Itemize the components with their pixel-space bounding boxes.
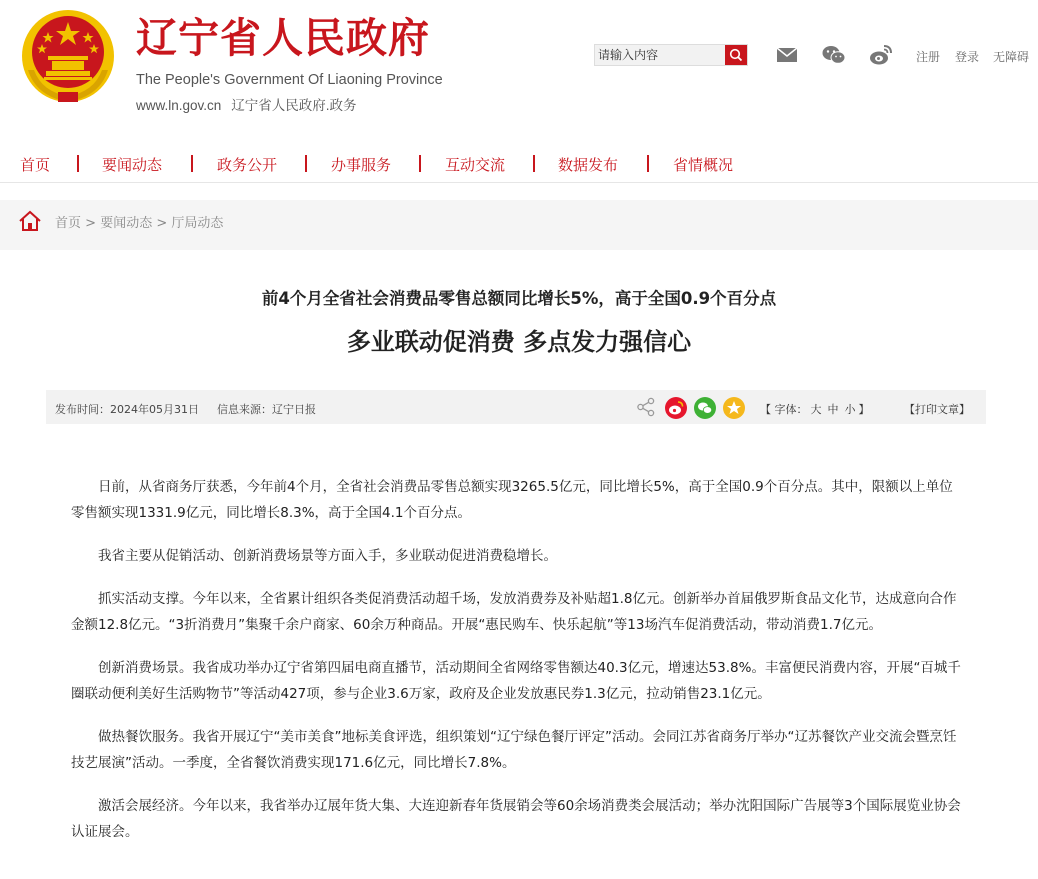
nav-divider [191, 155, 193, 172]
wechat-share-icon[interactable] [694, 397, 716, 419]
site-title-en: The People's Government Of Liaoning Province [136, 72, 443, 88]
font-size-label: 【 字体： [760, 403, 808, 416]
article-paragraph: 抓实活动支撑。今年以来，全省累计组织各类促消费活动超千场，发放消费券及补贴超1.8亿元。创新举办首届俄罗斯食品文化节，达成意向合作金额12.8亿元。“3折消费月”集聚千余户商家、60余万种商品。开展“惠民购车、快乐起航”等13场汽车促消费活动，带动消费1.7亿元。 [71, 591, 957, 633]
search-box [594, 44, 748, 66]
national-emblem-icon[interactable] [18, 8, 118, 108]
font-size-small-button[interactable]: 小 [844, 403, 856, 416]
nav-item-interaction[interactable]: 互动交流 [445, 156, 506, 174]
accessibility-link[interactable]: 无障碍 [993, 50, 1030, 64]
site-url: www.ln.gov.cn [136, 98, 222, 113]
article-paragraph: 做热餐饮服务。我省开展辽宁“美市美食”地标美食评选，组织策划“辽宁绿色餐厅评定”活动。会同江苏省商务厅举办“辽苏餐饮产业交流会暨烹饪技艺展演”活动。一季度，全省餐饮消费实现171.6亿元，同比增长7.8%。 [71, 729, 957, 771]
font-size-medium-button[interactable]: 中 [827, 403, 839, 416]
article-paragraph: 创新消费场景。我省成功举办辽宁省第四届电商直播节，活动期间全省网络零售额达40.3亿元，增速达53.8%。丰富便民消费内容，开展“百城千圈联动便利美好生活购物节”等活动427项，参与企业3.6万家，政府及企业发放惠民券1.3亿元，拉动销售23.1亿元。 [71, 660, 961, 702]
article-paragraph: 激活会展经济。今年以来，我省举办辽展年货大集、大连迎新春年货展销会等60余场消费类会展活动；举办沈阳国际广告展等3个国际展览业协会认证展会。 [71, 798, 961, 840]
article-paragraph: 我省主要从促销活动、创新消费场景等方面入手，多业联动促进消费稳增长。 [98, 548, 557, 564]
site-header [0, 0, 1038, 125]
search-icon [729, 48, 743, 62]
article-subtitle: 前4个月全省社会消费品零售总额同比增长5%，高于全国0.9个百分点 [261, 289, 777, 308]
share-icon[interactable] [636, 397, 656, 417]
publish-date: 发布时间：2024年05月31日 [55, 403, 199, 416]
nav-divider [419, 155, 421, 172]
font-size-large-button[interactable]: 大 [810, 403, 822, 416]
site-title[interactable]: 辽宁省人民政府 [136, 14, 430, 62]
breadcrumb-dept-news[interactable]: 厅局动态 [171, 216, 224, 231]
nav-item-overview[interactable]: 省情概况 [673, 156, 734, 174]
nav-divider [533, 155, 535, 172]
nav-item-gov-open[interactable]: 政务公开 [217, 156, 278, 174]
weibo-icon[interactable] [869, 44, 893, 66]
nav-item-home[interactable]: 首页 [20, 156, 51, 174]
article-title: 多业联动促消费 多点发力强信心 [346, 328, 692, 356]
print-article-button[interactable]: 【打印文章】 [904, 403, 970, 416]
wechat-icon[interactable] [822, 44, 846, 66]
main-nav [0, 146, 1038, 183]
login-link[interactable]: 登录 [955, 50, 980, 64]
article-body [71, 474, 961, 862]
breadcrumb-separator: > [85, 216, 97, 231]
site-url-line [136, 94, 357, 114]
breadcrumb-separator: > [156, 216, 168, 231]
breadcrumb [0, 200, 1038, 250]
font-size-control [760, 401, 870, 417]
article-paragraph: 日前，从省商务厅获悉，今年前4个月，全省社会消费品零售总额实现3265.5亿元，同比增长5%，高于全国0.9个百分点。其中，限额以上单位零售额实现1331.9亿元，同比增长8.3%，高于全国4.1个百分点。 [71, 479, 953, 521]
nav-divider [305, 155, 307, 172]
article-meta [55, 401, 316, 417]
article-meta-bar [46, 390, 986, 424]
weibo-share-icon[interactable] [665, 397, 687, 419]
nav-item-news[interactable]: 要闻动态 [102, 156, 163, 174]
nav-divider [77, 155, 79, 172]
breadcrumb-home[interactable]: 首页 [55, 216, 82, 231]
mail-icon[interactable] [776, 44, 800, 66]
breadcrumb-news[interactable]: 要闻动态 [100, 216, 153, 231]
breadcrumb-trail [55, 212, 223, 231]
qzone-share-icon[interactable] [723, 397, 745, 419]
home-icon[interactable] [18, 209, 42, 233]
nav-divider [647, 155, 649, 172]
register-link[interactable]: 注册 [916, 50, 941, 64]
site-domain-cn: 辽宁省人民政府.政务 [231, 98, 357, 113]
font-size-bracket: 】 [858, 403, 870, 416]
nav-item-data[interactable]: 数据发布 [558, 156, 619, 174]
nav-item-services[interactable]: 办事服务 [331, 156, 392, 174]
article-source: 信息来源：辽宁日报 [217, 403, 316, 416]
search-button[interactable] [725, 45, 747, 65]
search-input[interactable] [595, 45, 726, 65]
